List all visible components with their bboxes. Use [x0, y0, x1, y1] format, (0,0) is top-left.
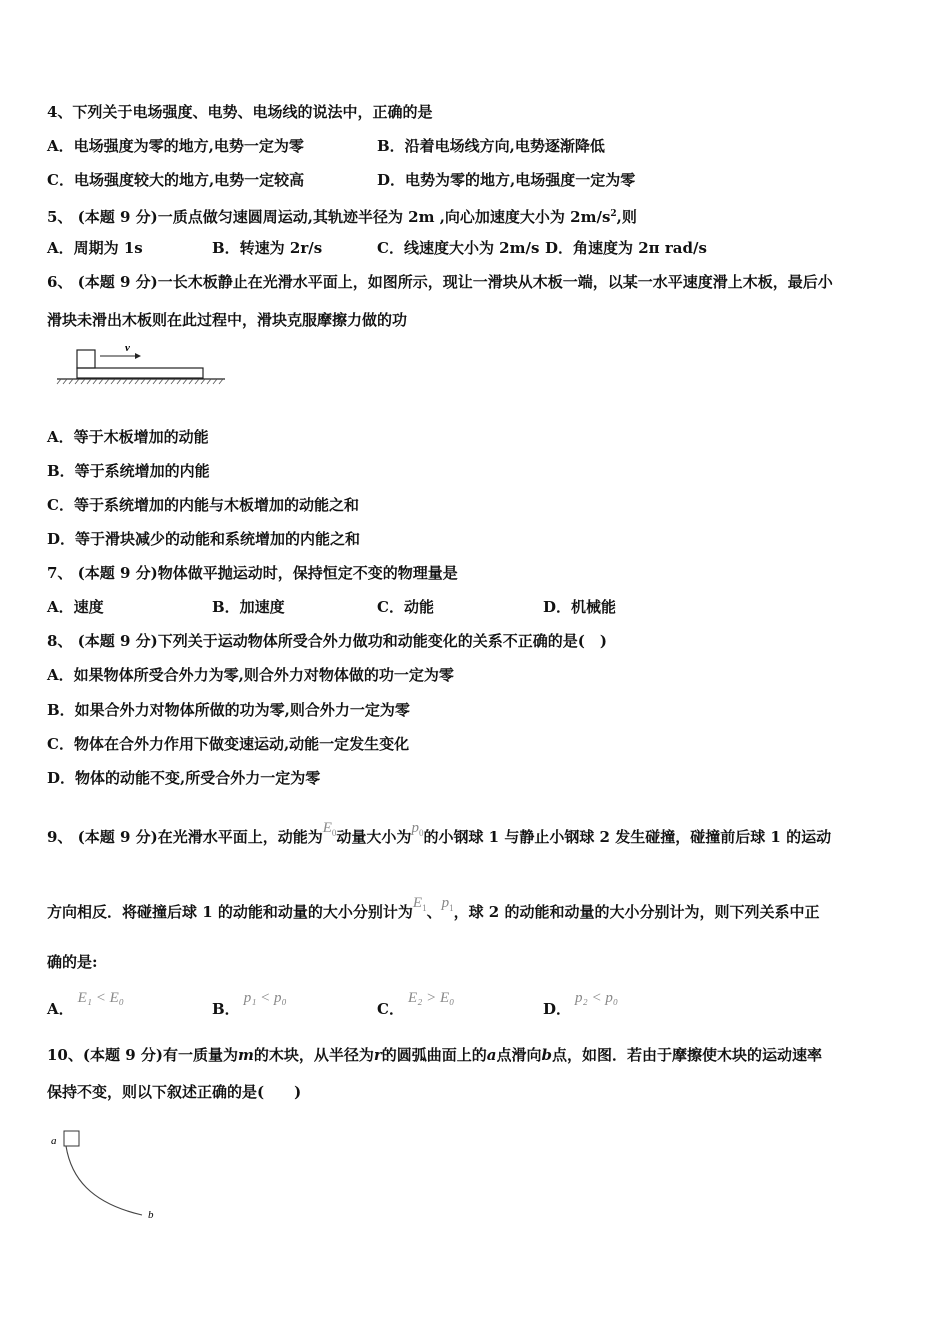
q8-option-d: D．物体的动能不变,所受合外力一定为零 — [47, 769, 321, 787]
board-block-figure — [55, 340, 230, 388]
q7-option-d: D．机械能 — [543, 598, 617, 616]
q9-option-b: B．p₁ < p₀ — [212, 990, 287, 1018]
q6-stem-line2: 滑块未滑出木板则在此过程中，滑块克服摩擦力做的功 — [47, 311, 408, 329]
q8-option-c: C．物体在合外力作用下做变速运动,动能一定发生变化 — [47, 735, 410, 753]
q9-stem-line1: 9、 (本题 9 分)在光滑水平面上，动能为$E_0$动量大小为$p_0$的小钢球 1 与静止小钢球 2 发生碰撞，碰撞前后球 1 的运动 — [47, 820, 832, 846]
q9-stem-line3: 确的是: — [47, 953, 98, 971]
svg-text:a: a — [51, 1135, 57, 1147]
q5-option-d: D．角速度为 2π rad/s — [545, 239, 707, 257]
q5-stem: 5、 (本题 9 分)一质点做匀速圆周运动,其轨迹半径为 2m ,向心加速度大小为 $2m/s^2$,则 — [47, 208, 637, 226]
q7-option-a: A．速度 — [47, 598, 104, 616]
q5-option-b: B．转速为 2r/s — [212, 239, 323, 257]
q8-stem: 8、 (本题 9 分)下列关于运动物体所受合外力做功和动能变化的关系不正确的是( ) — [47, 632, 607, 650]
q6-option-b: B．等于系统增加的内能 — [47, 462, 210, 480]
q4-option-d: D．电势为零的地方,电场强度一定为零 — [377, 171, 636, 189]
q9-option-d: D．p₂ < p₀ — [543, 990, 619, 1018]
q10-stem-line2: 保持不变，则以下叙述正确的是( ) — [47, 1083, 302, 1101]
q7-option-b: B．加速度 — [212, 598, 285, 616]
q8-option-a: A．如果物体所受合外力为零,则合外力对物体做的功一定为零 — [47, 666, 454, 684]
q4-option-c: C．电场强度较大的地方,电势一定较高 — [47, 171, 305, 189]
e1-symbol: $E_1$ — [412, 895, 427, 913]
q5-option-a: A．周期为 1s — [47, 239, 143, 257]
q5-option-c: C．线速度大小为 2m/s — [377, 239, 540, 257]
svg-text:b: b — [148, 1209, 154, 1221]
q6-stem-line1: 6、 (本题 9 分)一长木板静止在光滑水平面上，如图所示，现让一滑块从木板一端，以某一水平速度滑上木板，最后小 — [47, 273, 833, 291]
q7-option-c: C．动能 — [377, 598, 434, 616]
q6-option-c: C．等于系统增加的内能与木板增加的动能之和 — [47, 496, 359, 514]
q8-option-b: B．如果合外力对物体所做的功为零,则合外力一定为零 — [47, 701, 410, 719]
svg-text:v: v — [125, 342, 130, 354]
q4-option-b: B．沿着电场线方向,电势逐渐降低 — [377, 137, 605, 155]
q4-option-a: A．电场强度为零的地方,电势一定为零 — [47, 137, 304, 155]
q9-stem-line2: 方向相反．将碰撞后球 1 的动能和动量的大小分别计为$E_1$、$p_1$，球 2 的动能和动量的大小分别计为，则下列关系中正 — [47, 895, 820, 921]
q9-option-a: A．E₁ < E₀ — [47, 990, 125, 1018]
q7-stem: 7、 (本题 9 分)物体做平抛运动时，保持恒定不变的物理量是 — [47, 564, 458, 582]
q4-stem: 4、下列关于电场强度、电势、电场线的说法中，正确的是 — [47, 103, 433, 121]
q6-option-a: A．等于木板增加的动能 — [47, 428, 209, 446]
q6-option-d: D．等于滑块减少的动能和系统增加的内能之和 — [47, 530, 361, 548]
arc-surface-figure — [45, 1125, 165, 1225]
e0-symbol: $E_0$ — [322, 820, 337, 838]
p1-symbol: $p_1$ — [441, 895, 454, 913]
q9-option-c: C．E₂ > E₀ — [377, 990, 455, 1018]
q10-stem-line1: 10、(本题 9 分)有一质量为m的木块，从半径为r的圆弧曲面上的a点滑向b点，如图．若由于摩擦使木块的运动速率 — [47, 1046, 823, 1064]
p0-symbol: $p_0$ — [411, 820, 424, 838]
